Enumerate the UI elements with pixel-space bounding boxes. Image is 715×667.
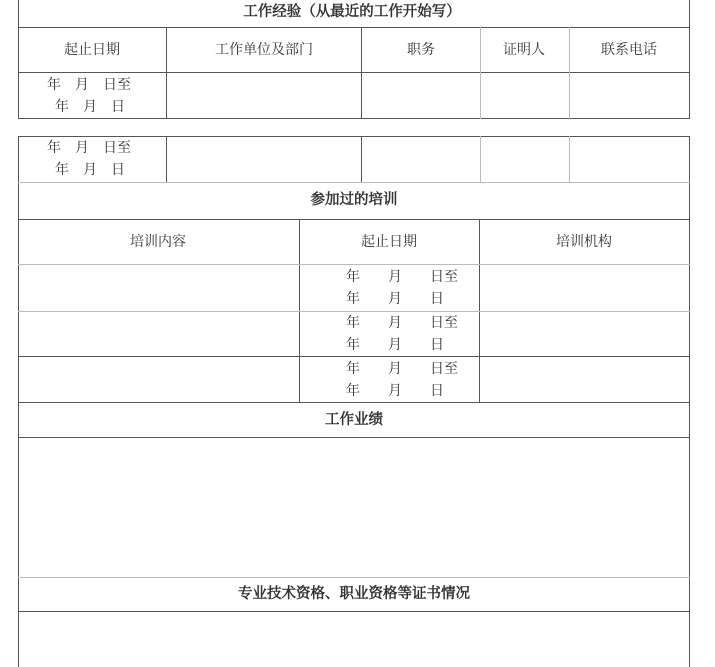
period-end: 年 月 日 — [55, 99, 125, 115]
rule — [18, 311, 690, 312]
rule — [18, 118, 690, 119]
rule — [18, 264, 690, 265]
period-start: 年 月 日至 — [47, 140, 131, 156]
header-training-institution: 培训机构 — [556, 234, 612, 250]
rule — [18, 136, 690, 137]
rule — [18, 0, 19, 119]
performance-title: 工作业绩 — [325, 411, 383, 428]
training-period-end: 年 月 日 — [346, 383, 444, 399]
rule — [18, 219, 690, 220]
rule — [18, 356, 690, 357]
header-training-period: 起止日期 — [361, 234, 417, 250]
rule — [18, 611, 690, 612]
training-period-end: 年 月 日 — [346, 337, 444, 353]
rule — [480, 27, 481, 119]
rule — [689, 0, 690, 119]
rule — [18, 182, 690, 183]
header-employer: 工作单位及部门 — [215, 42, 313, 58]
header-training-content: 培训内容 — [130, 234, 186, 250]
training-period-start: 年 月 日至 — [346, 315, 458, 331]
rule — [18, 27, 690, 28]
training-title: 参加过的培训 — [310, 191, 398, 208]
rule — [361, 27, 362, 119]
period-start: 年 月 日至 — [47, 77, 131, 93]
rule — [480, 136, 481, 182]
qualifications-title: 专业技术资格、职业资格等证书情况 — [238, 585, 470, 602]
header-position: 职务 — [407, 42, 435, 58]
work-experience-title: 工作经验（从最近的工作开始写） — [243, 3, 461, 20]
rule — [18, 402, 690, 403]
training-period-start: 年 月 日至 — [346, 269, 458, 285]
training-period-start: 年 月 日至 — [346, 361, 458, 377]
rule — [166, 136, 167, 182]
rule — [569, 27, 570, 119]
period-end: 年 月 日 — [55, 162, 125, 178]
header-period: 起止日期 — [64, 42, 120, 58]
header-phone: 联系电话 — [601, 42, 657, 58]
rule — [569, 136, 570, 182]
rule — [18, 437, 690, 438]
rule — [18, 72, 690, 73]
rule — [18, 577, 690, 578]
rule — [166, 27, 167, 119]
training-period-end: 年 月 日 — [346, 291, 444, 307]
rule — [361, 136, 362, 182]
header-reference: 证明人 — [503, 42, 545, 58]
